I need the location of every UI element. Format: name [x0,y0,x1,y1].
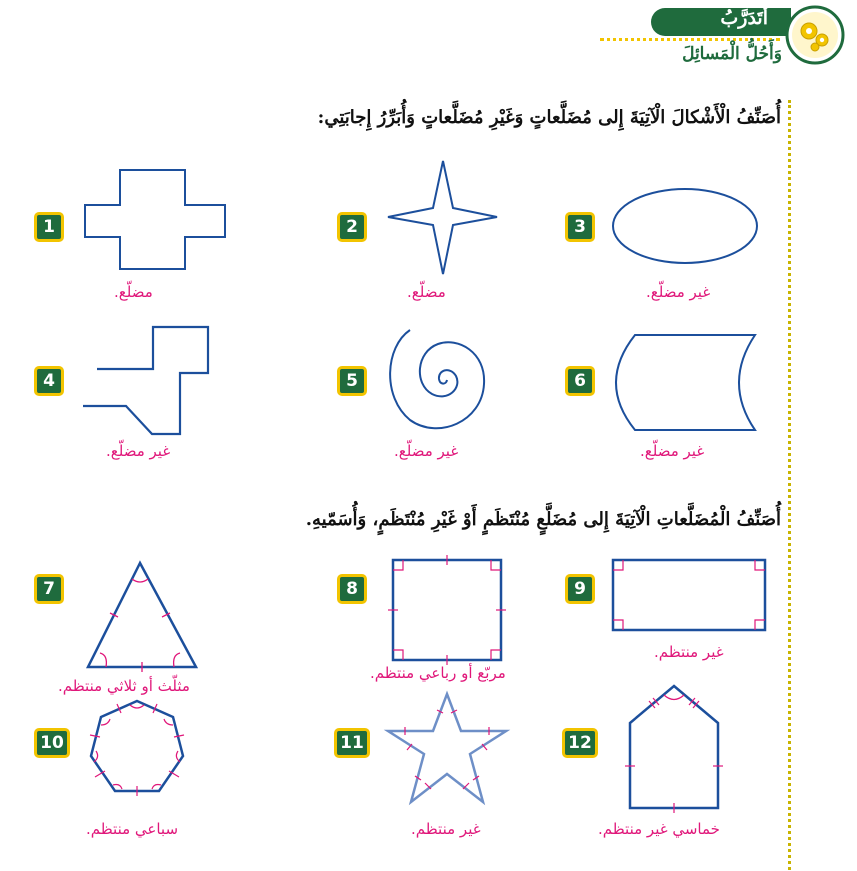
item-6-answer: غير مضلّع. [640,442,705,460]
side-border [788,100,791,870]
item-11-answer: غير منتظم. [411,820,481,838]
item-10-answer: سباعي منتظم. [86,820,179,838]
shape-ellipse [610,186,760,266]
header-subtitle: وَأَحُلُّ الْمَسائِلَ [682,44,782,64]
item-9-answer: غير منتظم. [654,643,724,661]
shape-pentagon-house [622,680,732,815]
item-12-answer: خماسي غير منتظم. [598,820,720,838]
item-6-badge: 6 [565,366,595,396]
shape-star5 [385,690,510,808]
item-1-badge: 1 [34,212,64,242]
shape-curved-quad [605,330,760,435]
item-3-badge: 3 [565,212,595,242]
gears-icon [785,5,845,65]
item-7-badge: 7 [34,574,64,604]
item-8-answer: مربّع أو رباعي منتظم. [370,664,506,682]
shape-equilateral-triangle [80,555,205,675]
shape-square [385,555,510,667]
item-2-badge: 2 [337,212,367,242]
item-8-badge: 8 [337,574,367,604]
item-4-answer: غير مضلّع. [106,442,171,460]
shape-rectangle [608,555,770,635]
shape-cross [80,165,230,275]
item-1-answer: مضلّع. [114,283,153,301]
item-10-badge: 10 [34,728,70,758]
item-5-answer: غير مضلّع. [394,442,459,460]
item-3-answer: غير مضلّع. [646,283,711,301]
shape-spiral [380,322,490,437]
header-title: أَتَدَرَّبُ [720,7,768,29]
item-11-badge: 11 [334,728,370,758]
question-2-text: أُصَنِّفُ الْمُضَلَّعاتِ الْآتِيَةَ إِلى مُضَلَّعٍ مُنْتَظَمٍ أَوْ غَيْرِ مُنْتَظَمٍ، وَأُسَمّيهِ. [305,509,781,530]
question-1-text: أُصَنِّفُ الْأَشْكالَ الْآتِيَةَ إِلى مُضَلَّعاتٍ وَغَيْرِ مُضَلَّعاتٍ وَأُبَرِّرُ إِجابَتِي: [317,107,781,128]
item-9-badge: 9 [565,574,595,604]
shape-heptagon [80,695,195,805]
shape-open-path [80,322,220,437]
item-12-badge: 12 [562,728,598,758]
item-5-badge: 5 [337,366,367,396]
item-4-badge: 4 [34,366,64,396]
item-2-answer: مضلّع. [407,283,446,301]
item-7-answer: مثلّث أو ثلاثي منتظم. [58,677,190,695]
dotted-rule [600,38,780,41]
shape-star4 [385,158,500,278]
